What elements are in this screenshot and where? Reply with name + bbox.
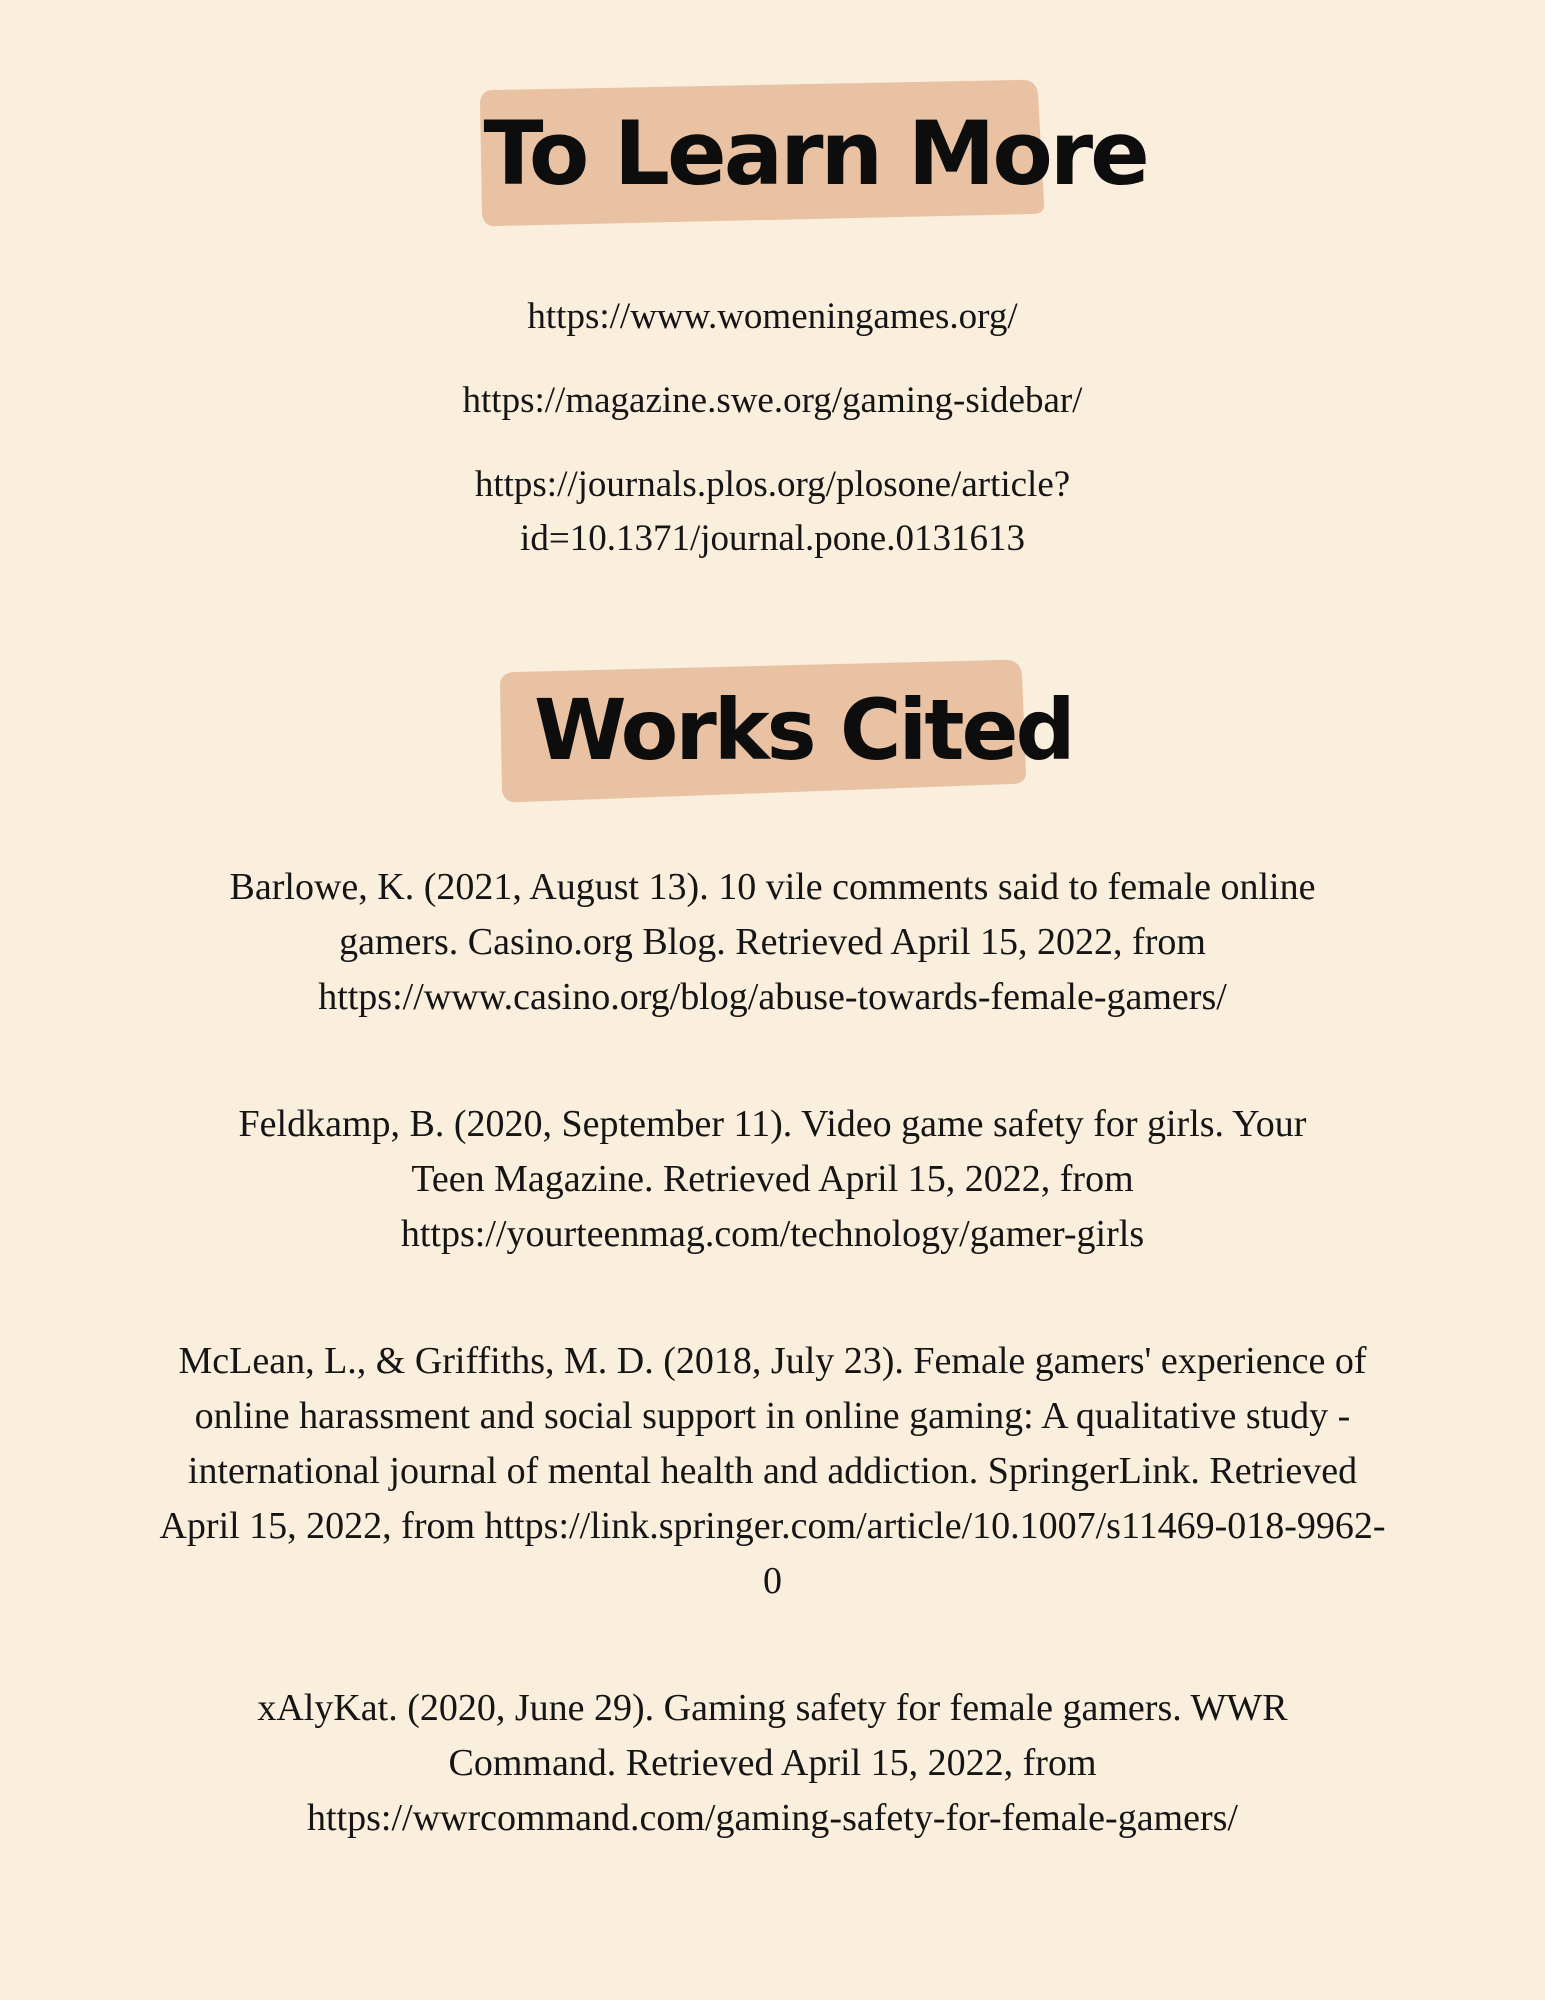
- link-women-in-games[interactable]: https://www.womeningames.org/: [527, 296, 1018, 337]
- works-cited-highlight: [500, 668, 1073, 806]
- citation-feldkamp: Feldkamp, B. (2020, September 11). Video game safety for girls. Your Teen Magazine. Retrieved April 15, 2022, from https://yourteenmag.com/technology/gamer-girls: [238, 1103, 1307, 1255]
- citation-mclean-griffiths: McLean, L., & Griffiths, M. D. (2018, July 23). Female gamers' experience of online harassment and social support in online gaming: A qualitative study - international journal of mental health and addiction. SpringerLink. Retrieved April 15, 2022, from https://link.springer.com/article/10.1007/s11469-018-9962-0: [159, 1340, 1386, 1602]
- learn-more-heading-container: [0, 92, 1545, 230]
- link-plos-one-article[interactable]: https://journals.plos.org/plosone/article?id=10.1371/journal.pone.0131613: [474, 464, 1071, 559]
- citation-xalykat: xAlyKat. (2020, June 29). Gaming safety for female gamers. WWR Command. Retrieved April 15, 2022, from https://wwrcommand.com/gaming-safety-for-female-gamers/: [257, 1687, 1288, 1839]
- citation-barlowe: Barlowe, K. (2021, August 13). 10 vile comments said to female online gamers. Casino.org Blog. Retrieved April 15, 2022, from https://www.casino.org/blog/abuse-towards-female-gamers/: [229, 866, 1316, 1018]
- works-cited-heading: Works Cited: [534, 681, 1073, 779]
- works-cited-list: [150, 860, 1395, 1846]
- works-cited-heading-container: [0, 668, 1545, 806]
- learn-more-highlight: [478, 92, 1147, 230]
- link-swe-gaming-sidebar[interactable]: https://magazine.swe.org/gaming-sidebar/: [462, 380, 1083, 421]
- learn-more-links: [0, 290, 1545, 566]
- learn-more-heading: To Learn More: [483, 102, 1147, 205]
